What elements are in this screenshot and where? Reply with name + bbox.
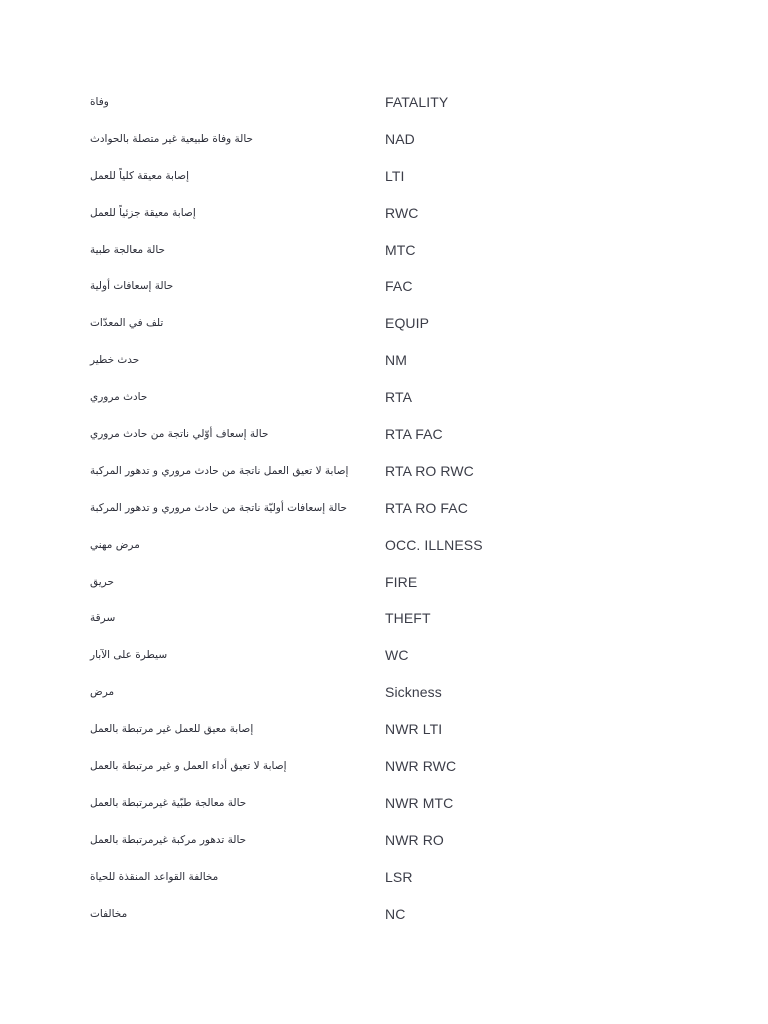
arabic-term: تلف في المعدّات [90, 317, 164, 330]
glossary-row [90, 165, 710, 202]
glossary-row [90, 534, 710, 571]
glossary-row [90, 497, 710, 534]
glossary-row [90, 607, 710, 644]
arabic-term: حالة إسعافات أوليّة ناتجة من حادث مروري و تدهور المركبة [90, 501, 348, 514]
glossary-row [90, 644, 710, 681]
code-term: NM [385, 352, 407, 369]
arabic-term: حدث خطير [90, 354, 140, 367]
code-term: OCC. ILLNESS [385, 536, 483, 553]
arabic-term: حالة معالجة طبّية غيرمرتبطة بالعمل [90, 796, 247, 809]
arabic-term: حالة تدهور مركبة غيرمرتبطة بالعمل [90, 833, 247, 846]
arabic-term: إصابة معيق للعمل غير مرتبطة بالعمل [90, 723, 254, 736]
code-term: THEFT [385, 610, 431, 627]
arabic-term: إصابة معيقة جزئياً للعمل [90, 206, 196, 219]
glossary-row [90, 91, 710, 128]
arabic-term: حالة إسعافات أولية [90, 280, 174, 293]
code-term: RTA RO FAC [385, 499, 468, 516]
arabic-term: مرض [90, 686, 115, 699]
arabic-term: حريق [90, 575, 114, 588]
arabic-term: وفاة [90, 96, 109, 108]
glossary-row [90, 829, 710, 866]
code-term: NWR RWC [385, 758, 457, 775]
code-term: RTA FAC [385, 426, 443, 443]
glossary-row [90, 128, 710, 165]
glossary-row [90, 460, 710, 497]
code-term: NAD [385, 130, 415, 147]
code-term: FATALITY [385, 94, 449, 110]
code-term: NWR RO [385, 831, 444, 848]
code-term: RWC [385, 204, 419, 221]
glossary-row [90, 866, 710, 903]
glossary-row [90, 792, 710, 829]
code-term: EQUIP [385, 315, 430, 332]
glossary-row [90, 202, 710, 239]
arabic-term: سرقة [90, 612, 116, 625]
code-term: FAC [385, 278, 413, 295]
glossary-table [90, 91, 710, 939]
glossary-row [90, 423, 710, 460]
arabic-term: مخالفات [90, 907, 128, 920]
glossary-row [90, 349, 710, 386]
code-term: MTC [385, 241, 416, 258]
arabic-term: إصابة لا تعيق أداء العمل و غير مرتبطة بالعمل [90, 760, 287, 773]
code-term: NC [385, 905, 406, 922]
arabic-term: حالة وفاة طبيعية غير متصلة بالحوادث [90, 132, 254, 145]
code-term: RTA RO RWC [385, 462, 474, 479]
glossary-row [90, 903, 710, 940]
code-term: RTA [385, 389, 413, 406]
arabic-term: حالة معالجة طبية [90, 243, 166, 256]
arabic-term: إصابة معيقة كلياً للعمل [90, 169, 190, 182]
glossary-row [90, 571, 710, 608]
code-term: NWR LTI [385, 721, 443, 738]
arabic-term: حادث مروري [90, 391, 148, 404]
code-term: LTI [385, 167, 405, 184]
arabic-term: سيطرة على الآبار [90, 649, 168, 662]
glossary-row [90, 718, 710, 755]
arabic-term: مخالفة القواعد المنقذة للحياة [90, 870, 219, 883]
arabic-term: مرض مهني [90, 538, 140, 551]
glossary-row [90, 275, 710, 312]
arabic-term: حالة إسعاف أوّلي ناتجة من حادث مروري [90, 428, 269, 441]
code-term: LSR [385, 868, 413, 885]
glossary-row [90, 312, 710, 349]
code-term: WC [385, 647, 409, 664]
code-term: Sickness [385, 684, 442, 701]
glossary-row [90, 755, 710, 792]
glossary-row [90, 239, 710, 276]
code-term: NWR MTC [385, 794, 454, 811]
glossary-row [90, 681, 710, 718]
code-term: FIRE [385, 573, 418, 590]
arabic-term: إصابة لا تعيق العمل ناتجة من حادث مروري و تدهور المركبة [90, 464, 349, 477]
glossary-row [90, 386, 710, 423]
